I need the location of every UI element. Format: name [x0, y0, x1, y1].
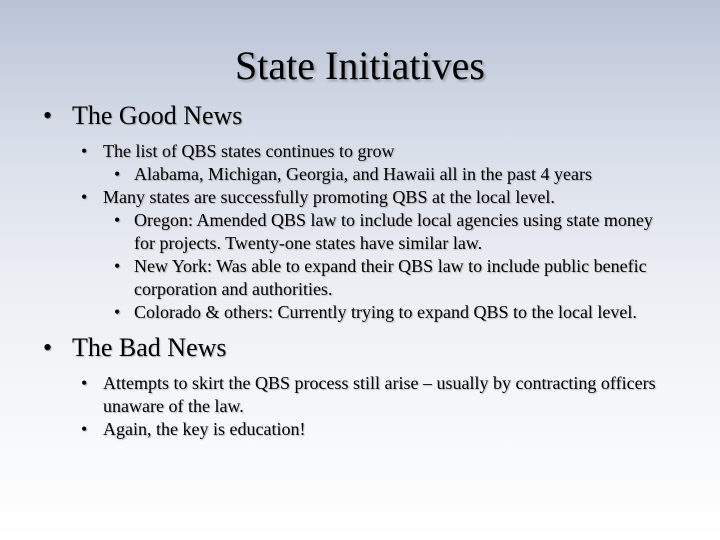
bullet-bad-news — [0, 330, 720, 366]
subbullet-colorado — [0, 301, 720, 324]
bullet-icon: • — [81, 419, 88, 439]
bullet-icon: • — [81, 373, 88, 393]
bullet-icon: • — [81, 187, 88, 207]
bullet-good-news — [0, 98, 720, 134]
bullet-list-growing — [0, 140, 720, 163]
slide-title: State Initiatives — [235, 43, 485, 88]
bullet-key-education — [0, 418, 720, 441]
bullet-text: Again, the key is education! — [103, 419, 306, 439]
subbullet-oregon — [0, 209, 720, 255]
bullet-text: Oregon: Amended QBS law to include local agencies using state money for projects. Twenty-one states have similar law. — [134, 210, 653, 253]
bullet-text: Alabama, Michigan, Georgia, and Hawaii all in the past 4 years — [134, 164, 593, 184]
bullet-skirt-process — [0, 372, 720, 418]
bullet-icon: • — [81, 141, 88, 161]
bullet-icon: • — [43, 333, 53, 362]
good-news-heading: The Good News — [72, 101, 243, 130]
bullet-text: New York: Was able to expand their QBS law to include public benefic corporation and authorities. — [134, 256, 647, 299]
slide-body — [0, 98, 720, 441]
bullet-icon: • — [114, 164, 121, 184]
bullet-text: Many states are successfully promoting QBS at the local level. — [103, 187, 555, 207]
bullet-icon: • — [114, 210, 121, 230]
subbullet-new-york — [0, 255, 720, 301]
bullet-icon: • — [43, 101, 53, 130]
bad-news-heading: The Bad News — [72, 333, 227, 362]
bullet-local-promotion — [0, 186, 720, 209]
subbullet-states-added — [0, 163, 720, 186]
bullet-icon: • — [114, 256, 121, 276]
bullet-text: Attempts to skirt the QBS process still arise – usually by contracting officers unaware of the law. — [103, 373, 656, 416]
bullet-text: Colorado & others: Currently trying to expand QBS to the local level. — [134, 302, 637, 322]
bullet-text: The list of QBS states continues to grow — [103, 141, 395, 161]
bullet-icon: • — [114, 302, 121, 322]
